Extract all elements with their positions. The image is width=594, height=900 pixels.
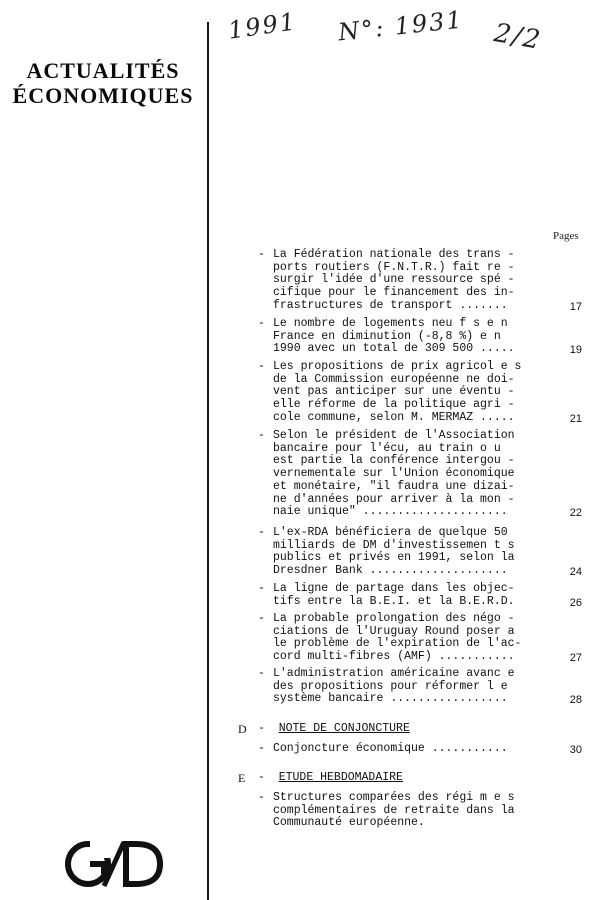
toc-entry-text	[273, 668, 535, 706]
toc-entry-text	[273, 249, 535, 313]
toc-line: La Fédération nationale des trans -	[273, 248, 515, 261]
toc-line: Les propositions de prix agricol e s	[273, 360, 522, 373]
page-number: 19	[569, 344, 582, 357]
dash: -	[258, 248, 265, 261]
page-number: 28	[569, 694, 582, 707]
handwritten-part: 2/2	[491, 18, 545, 56]
toc-line: Le nombre de logements neu f s e n	[273, 317, 508, 330]
section-e-heading	[258, 771, 403, 784]
toc-line: frastructures de transport .......	[273, 298, 508, 312]
dash: -	[258, 722, 265, 735]
handwritten-number: N°: 1931	[336, 5, 465, 47]
toc-line: et monétaire, "il faudra une dizai-	[273, 479, 515, 493]
dash: -	[258, 317, 265, 330]
toc-line: elle réforme de la politique agri -	[273, 398, 515, 412]
page-number: 17	[569, 300, 582, 313]
page-number: 22	[569, 507, 582, 520]
dash: -	[258, 612, 265, 625]
toc-line: des propositions pour réformer l e	[273, 679, 508, 693]
section-d-heading	[258, 722, 410, 735]
page-number: 21	[569, 412, 582, 425]
toc-line: milliards de DM d'investissemen t s	[273, 538, 515, 552]
toc-entry-text	[273, 318, 535, 356]
toc-line: cifique pour le financement des in-	[273, 286, 515, 300]
toc-line: La ligne de partage dans les objec-	[273, 582, 515, 595]
toc-line: La probable prolongation des négo -	[273, 612, 515, 625]
pages-header: Pages	[553, 230, 579, 242]
dash: -	[258, 360, 265, 373]
toc-line: bancaire pour l'écu, au train o u	[273, 441, 501, 455]
toc-line: ports routiers (F.N.T.R.) fait re -	[273, 260, 515, 274]
toc-line: ne d'années pour arriver à la mon -	[273, 492, 515, 506]
toc-line: de la Commission européenne ne doi-	[273, 372, 515, 386]
toc-line: vent pas anticiper sur une éventu -	[273, 385, 515, 399]
toc-entry-text	[273, 613, 535, 664]
toc-line: Conjoncture économique ...........	[273, 742, 508, 755]
toc-line: cord multi-fibres (AMF) ...........	[273, 650, 515, 664]
toc-line: France en diminution (-8,8 %) e n	[273, 329, 501, 343]
toc-line: Structures comparées des régi m e s	[273, 791, 515, 804]
dash: -	[258, 742, 265, 755]
toc-line: L'ex-RDA bénéficiera de quelque 50	[273, 526, 508, 539]
masthead-line2: ÉCONOMIQUES	[12, 83, 194, 108]
page-number: 24	[569, 566, 582, 579]
section-e-letter: E	[238, 771, 246, 785]
toc-line: système bancaire .................	[273, 692, 508, 706]
toc-line: surgir l'idée d'une ressource spé -	[273, 273, 515, 287]
toc-line: complémentaires de retraite dans la	[273, 803, 515, 817]
toc-line: vernementale sur l'Union économique	[273, 467, 515, 481]
toc-entry-text	[273, 583, 535, 608]
page-number: 30	[569, 744, 582, 756]
toc-line: tifs entre la B.E.I. et la B.E.R.D.	[273, 594, 515, 608]
toc-line: est partie la conférence intergou -	[273, 454, 515, 468]
toc-line: Selon le président de l'Association	[273, 429, 515, 442]
section-d-title: NOTE DE CONJONCTURE	[278, 722, 410, 735]
dash: -	[258, 526, 265, 539]
toc-line: 1990 avec un total de 309 500 .....	[273, 342, 515, 356]
toc-entry-text	[273, 743, 535, 756]
dash: -	[258, 771, 265, 784]
cgp-logo	[60, 838, 170, 890]
dash: -	[258, 791, 265, 804]
masthead-line1: ACTUALITÉS	[26, 58, 180, 83]
toc-line: ciations de l'Uruguay Round poser a	[273, 624, 515, 638]
toc-line: le problème de l'expiration de l'ac-	[273, 637, 522, 651]
toc-line: naie unique" .....................	[273, 505, 508, 519]
dash: -	[258, 667, 265, 680]
toc-line: Communauté européenne.	[273, 816, 425, 830]
toc-entry-text	[273, 527, 535, 578]
page-number: 26	[569, 596, 582, 609]
toc-entry-text	[273, 792, 535, 830]
toc-line: L'administration américaine avanc e	[273, 667, 515, 680]
section-e-title: ETUDE HEBDOMADAIRE	[278, 771, 403, 784]
dash: -	[258, 582, 265, 595]
toc-line: Dresdner Bank ....................	[273, 564, 508, 578]
toc-entry-text	[273, 361, 535, 425]
toc-line: cole commune, selon M. MERMAZ .....	[273, 410, 515, 424]
dash: -	[258, 429, 265, 442]
page-number: 27	[569, 652, 582, 665]
toc-entry-text	[273, 430, 535, 519]
handwritten-year: 1991	[226, 7, 299, 45]
section-d-letter: D	[238, 722, 247, 736]
toc-line: publics et privés en 1991, selon la	[273, 551, 515, 565]
